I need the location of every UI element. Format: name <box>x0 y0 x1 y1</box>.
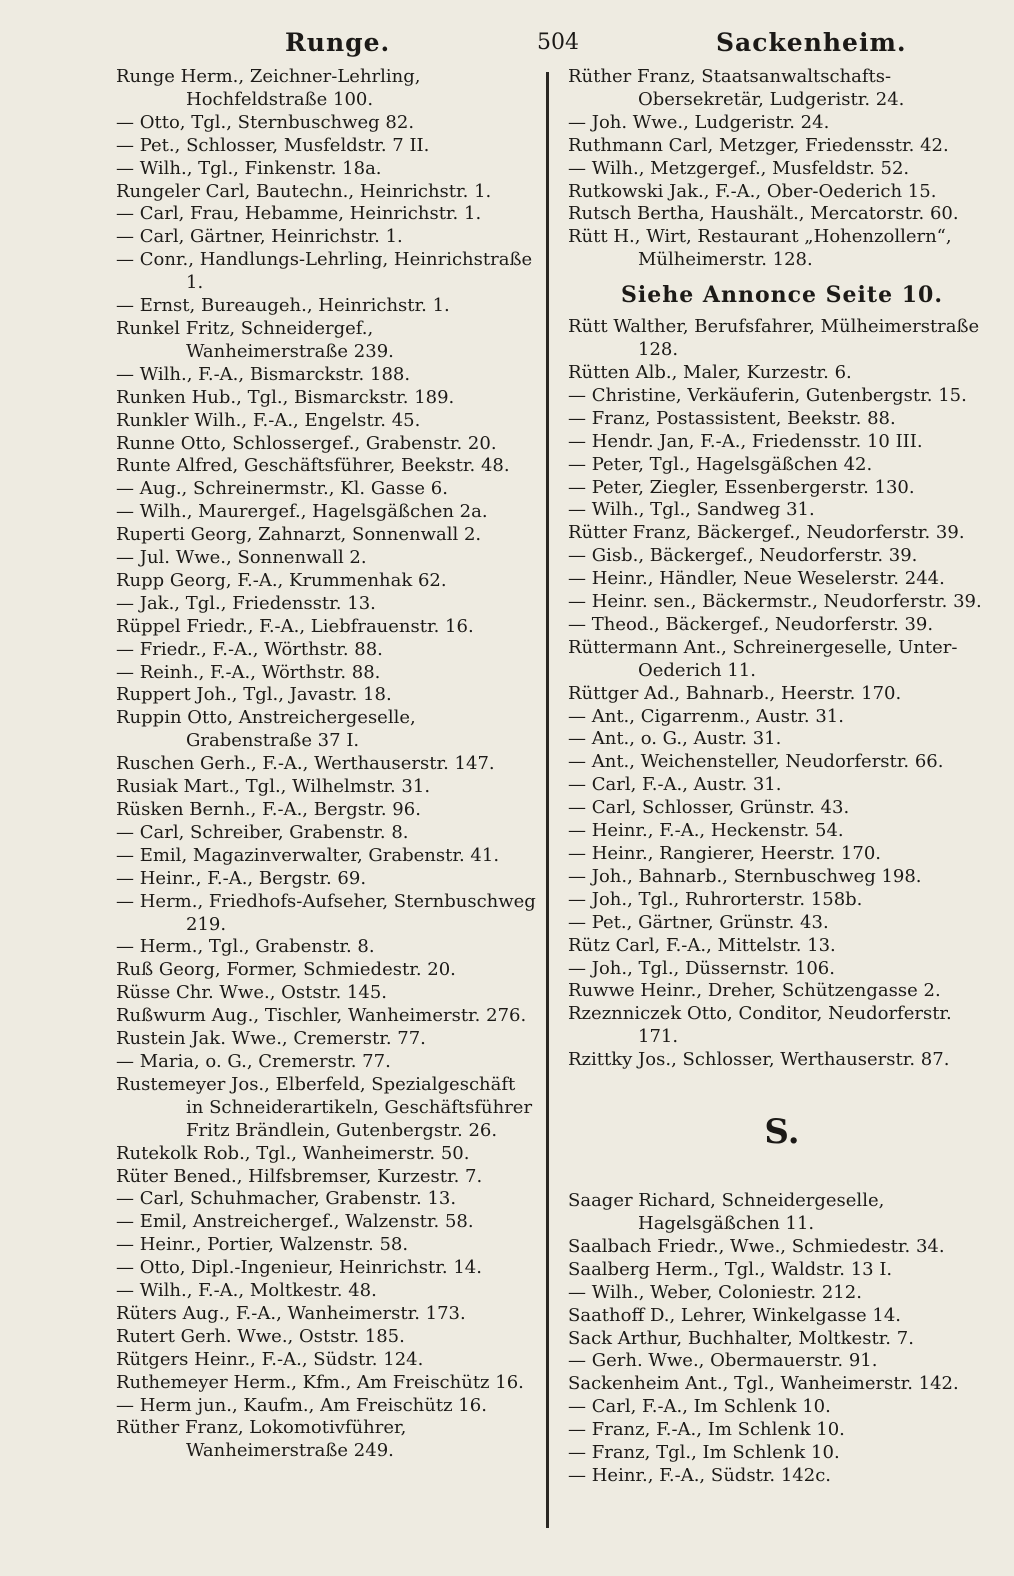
directory-entry: — Pet., Gärtner, Grünstr. 43. <box>568 911 829 933</box>
directory-entry: — Carl, Schuhmacher, Grabenstr. 13. <box>116 1188 457 1210</box>
directory-entry: Rupp Georg, F.-A., Krummenhak 62. <box>116 569 447 591</box>
section-letter: S. <box>764 1112 800 1153</box>
directory-entry: — Carl, F.-A., Austr. 31. <box>568 774 782 796</box>
directory-entry: — Heinr., F.-A., Südstr. 142c. <box>568 1464 832 1486</box>
right-column <box>568 66 996 1488</box>
directory-entry: Rütt H., Wirt, Restaurant „Hohenzollern“, Mülheimerstr. 128. <box>568 226 952 271</box>
directory-entry: Rußwurm Aug., Tischler, Wanheimerstr. 276. <box>116 1005 527 1027</box>
directory-entry: — Maria, o. G., Cremerstr. 77. <box>116 1050 391 1072</box>
directory-entry: Rüther Franz, Lokomotivführer, Wanheimerstraße 249. <box>116 1417 407 1462</box>
directory-entry: Rustein Jak. Wwe., Cremerstr. 77. <box>116 1028 426 1050</box>
directory-entry: Rutekolk Rob., Tgl., Wanheimerstr. 50. <box>116 1142 470 1164</box>
directory-entry: — Carl, Gärtner, Heinrichstr. 1. <box>116 226 403 248</box>
directory-entry: — Wilh., Weber, Coloniestr. 212. <box>568 1281 862 1303</box>
directory-entry: — Theod., Bäckergef., Neudorferstr. 39. <box>568 613 934 635</box>
directory-entry: Rustemeyer Jos., Elberfeld, Spezialgeschäft in Schneiderartikeln, Geschäftsführer Fritz Brändlein, Gutenbergstr. 26. <box>116 1073 533 1141</box>
directory-entry: Ruppert Joh., Tgl., Javastr. 18. <box>116 684 392 706</box>
directory-entry: Ruwwe Heinr., Dreher, Schützengasse 2. <box>568 980 941 1002</box>
directory-entry: Ruppin Otto, Anstreichergeselle, Grabenstraße 37 I. <box>116 707 416 752</box>
directory-entry: — Pet., Schlosser, Musfeldstr. 7 II. <box>116 134 430 156</box>
directory-entry: — Wilh., Tgl., Sandweg 31. <box>568 499 815 521</box>
directory-entry: — Aug., Schreinermstr., Kl. Gasse 6. <box>116 478 448 500</box>
right-column-entries-a <box>568 66 996 272</box>
directory-entry: Runte Alfred, Geschäftsführer, Beekstr. 48. <box>116 455 510 477</box>
directory-entry: — Hendr. Jan, F.-A., Friedensstr. 10 III. <box>568 430 923 452</box>
directory-entry: — Peter, Ziegler, Essenbergerstr. 130. <box>568 476 915 498</box>
directory-entry: — Gisb., Bäckergef., Neudorferstr. 39. <box>568 545 918 567</box>
page-number: 504 <box>537 30 579 55</box>
directory-entry: Ruß Georg, Former, Schmiedestr. 20. <box>116 959 456 981</box>
directory-entry: — Heinr., Portier, Walzenstr. 58. <box>116 1234 409 1256</box>
directory-entry: — Heinr., Händler, Neue Weselerstr. 244. <box>568 568 945 590</box>
directory-entry: — Carl, Schlosser, Grünstr. 43. <box>568 797 850 819</box>
directory-entry: Sackenheim Ant., Tgl., Wanheimerstr. 142. <box>568 1373 959 1395</box>
running-head-right: Sackenheim. <box>716 28 907 57</box>
directory-entry: Runne Otto, Schlossergef., Grabenstr. 20. <box>116 432 497 454</box>
directory-entry: — Franz, Postassistent, Beekstr. 88. <box>568 407 896 429</box>
directory-entry: Rungeler Carl, Bautechn., Heinrichstr. 1. <box>116 180 492 202</box>
directory-entry: Rutsch Bertha, Haushält., Mercatorstr. 60. <box>568 203 959 225</box>
directory-entry: Rusiak Mart., Tgl., Wilhelmstr. 31. <box>116 776 431 798</box>
directory-entry: Rüther Franz, Staatsanwaltschafts-Obersekretär, Ludgeristr. 24. <box>568 66 905 110</box>
directory-entry: — Joh., Tgl., Düssernstr. 106. <box>568 957 835 979</box>
directory-entry: Rüsse Chr. Wwe., Oststr. 145. <box>116 982 388 1004</box>
directory-entry: Rütter Franz, Bäckergef., Neudorferstr. 39. <box>568 522 965 544</box>
directory-entry: Runkler Wilh., F.-A., Engelstr. 45. <box>116 409 421 431</box>
directory-entry: Sack Arthur, Buchhalter, Moltkestr. 7. <box>568 1327 914 1349</box>
directory-entry: Rüttger Ad., Bahnarb., Heerstr. 170. <box>568 682 902 704</box>
directory-entry: — Franz, Tgl., Im Schlenk 10. <box>568 1442 840 1464</box>
advertisement-notice: Siehe Annonce Seite 10. <box>620 282 943 309</box>
directory-entry: Rzittky Jos., Schlosser, Werthauserstr. 87. <box>568 1049 950 1071</box>
directory-entry: Rüter Bened., Hilfsbremser, Kurzestr. 7. <box>116 1165 483 1187</box>
directory-entry: — Wilh., Tgl., Finkenstr. 18a. <box>116 157 382 179</box>
directory-entry: — Friedr., F.-A., Wörthstr. 88. <box>116 638 383 660</box>
directory-entry: — Ant., o. G., Austr. 31. <box>568 728 782 750</box>
directory-entry: — Wilh., F.-A., Moltkestr. 48. <box>116 1280 377 1302</box>
directory-entry: — Wilh., F.-A., Bismarckstr. 188. <box>116 363 411 385</box>
directory-entry: — Otto, Tgl., Sternbuschweg 82. <box>116 111 415 133</box>
directory-entry: — Joh., Bahnarb., Sternbuschweg 198. <box>568 865 922 887</box>
directory-entry: — Ernst, Bureaugeh., Heinrichstr. 1. <box>116 295 450 317</box>
directory-entry: Rutkowski Jak., F.-A., Ober-Oederich 15. <box>568 180 937 202</box>
directory-entry: — Reinh., F.-A., Wörthstr. 88. <box>116 661 381 683</box>
directory-entry: Runkel Fritz, Schneidergef., Wanheimerstraße 239. <box>116 317 394 362</box>
page-header <box>0 28 1014 64</box>
directory-entry: Ruthmann Carl, Metzger, Friedensstr. 42. <box>568 134 949 156</box>
directory-entry: — Christine, Verkäuferin, Gutenbergstr. 15. <box>568 384 967 406</box>
directory-entry: Rüters Aug., F.-A., Wanheimerstr. 173. <box>116 1302 466 1324</box>
directory-entry: Ruperti Georg, Zahnarzt, Sonnenwall 2. <box>116 524 482 546</box>
directory-entry: Saalbach Friedr., Wwe., Schmiedestr. 34. <box>568 1235 945 1257</box>
directory-entry: — Carl, Schreiber, Grabenstr. 8. <box>116 821 409 843</box>
directory-entry: Rzeznniczek Otto, Conditor, Neudorferstr. 171. <box>568 1003 952 1048</box>
directory-entry: Rüppel Friedr., F.-A., Liebfrauenstr. 16. <box>116 615 474 637</box>
left-column <box>116 66 538 1463</box>
directory-entry: — Jul. Wwe., Sonnenwall 2. <box>116 547 367 569</box>
directory-entry: Rutert Gerh. Wwe., Oststr. 185. <box>116 1325 405 1347</box>
directory-entry: Rütz Carl, F.-A., Mittelstr. 13. <box>568 934 836 956</box>
directory-entry: Ruschen Gerh., F.-A., Werthauserstr. 147. <box>116 753 495 775</box>
directory-entry: — Emil, Magazinverwalter, Grabenstr. 41. <box>116 844 500 866</box>
directory-entry: Ruthemeyer Herm., Kfm., Am Freischütz 16. <box>116 1371 524 1393</box>
directory-entry: — Heinr., F.-A., Bergstr. 69. <box>116 867 367 889</box>
running-head-left: Runge. <box>285 28 391 57</box>
directory-entry: — Gerh. Wwe., Obermauerstr. 91. <box>568 1350 878 1372</box>
directory-entry: Rütt Walther, Berufsfahrer, Mülheimerstraße 128. <box>568 316 980 361</box>
directory-entry: — Heinr. sen., Bäckermstr., Neudorferstr. 39. <box>568 591 982 613</box>
directory-entry: — Joh., Tgl., Ruhrorterstr. 158b. <box>568 888 863 910</box>
directory-entry: — Carl, Frau, Hebamme, Heinrichstr. 1. <box>116 203 482 225</box>
directory-entry: Rütten Alb., Maler, Kurzestr. 6. <box>568 361 852 383</box>
directory-entry: — Peter, Tgl., Hagelsgäßchen 42. <box>568 453 873 475</box>
directory-entry: Saathoff D., Lehrer, Winkelgasse 14. <box>568 1304 902 1326</box>
directory-entry: Runken Hub., Tgl., Bismarckstr. 189. <box>116 386 455 408</box>
directory-entry: — Carl, F.-A., Im Schlenk 10. <box>568 1396 831 1418</box>
directory-entry: — Ant., Weichensteller, Neudorferstr. 66. <box>568 751 944 773</box>
directory-entry: — Conr., Handlungs-Lehrling, Heinrichstraße 1. <box>116 249 533 294</box>
directory-entry: — Ant., Cigarrenm., Austr. 31. <box>568 705 844 727</box>
right-column-entries-b <box>568 316 996 1072</box>
column-divider <box>546 72 549 1528</box>
directory-entry: — Jak., Tgl., Friedensstr. 13. <box>116 592 376 614</box>
directory-entry: — Herm., Tgl., Grabenstr. 8. <box>116 936 375 958</box>
directory-entry: — Herm jun., Kaufm., Am Freischütz 16. <box>116 1394 487 1416</box>
directory-entry: Rüsken Bernh., F.-A., Bergstr. 96. <box>116 799 421 820</box>
directory-entry: — Joh. Wwe., Ludgeristr. 24. <box>568 111 830 133</box>
directory-entry: Saalberg Herm., Tgl., Waldstr. 13 I. <box>568 1258 893 1280</box>
directory-entry: — Herm., Friedhofs-Aufseher, Sternbuschweg 219. <box>116 890 536 935</box>
directory-entry: Rütgers Heinr., F.-A., Südstr. 124. <box>116 1348 424 1370</box>
directory-entry: — Franz, F.-A., Im Schlenk 10. <box>568 1419 845 1441</box>
directory-entry: — Otto, Dipl.-Ingenieur, Heinrichstr. 14. <box>116 1257 482 1279</box>
directory-entry: — Emil, Anstreichergef., Walzenstr. 58. <box>116 1211 474 1233</box>
right-column-entries-c <box>568 1190 996 1488</box>
directory-entry: — Heinr., F.-A., Heckenstr. 54. <box>568 820 844 842</box>
directory-entry: Runge Herm., Zeichner-Lehrling, Hochfeldstraße 100. <box>116 66 421 110</box>
directory-entry: Saager Richard, Schneidergeselle, Hagelsgäßchen 11. <box>568 1190 885 1234</box>
directory-entry: — Wilh., Metzgergef., Musfeldstr. 52. <box>568 157 910 179</box>
directory-entry: — Heinr., Rangierer, Heerstr. 170. <box>568 843 881 864</box>
directory-entry: Rüttermann Ant., Schreinergeselle, Unter-Oederich 11. <box>568 636 958 681</box>
directory-entry: — Wilh., Maurergef., Hagelsgäßchen 2a. <box>116 501 488 523</box>
